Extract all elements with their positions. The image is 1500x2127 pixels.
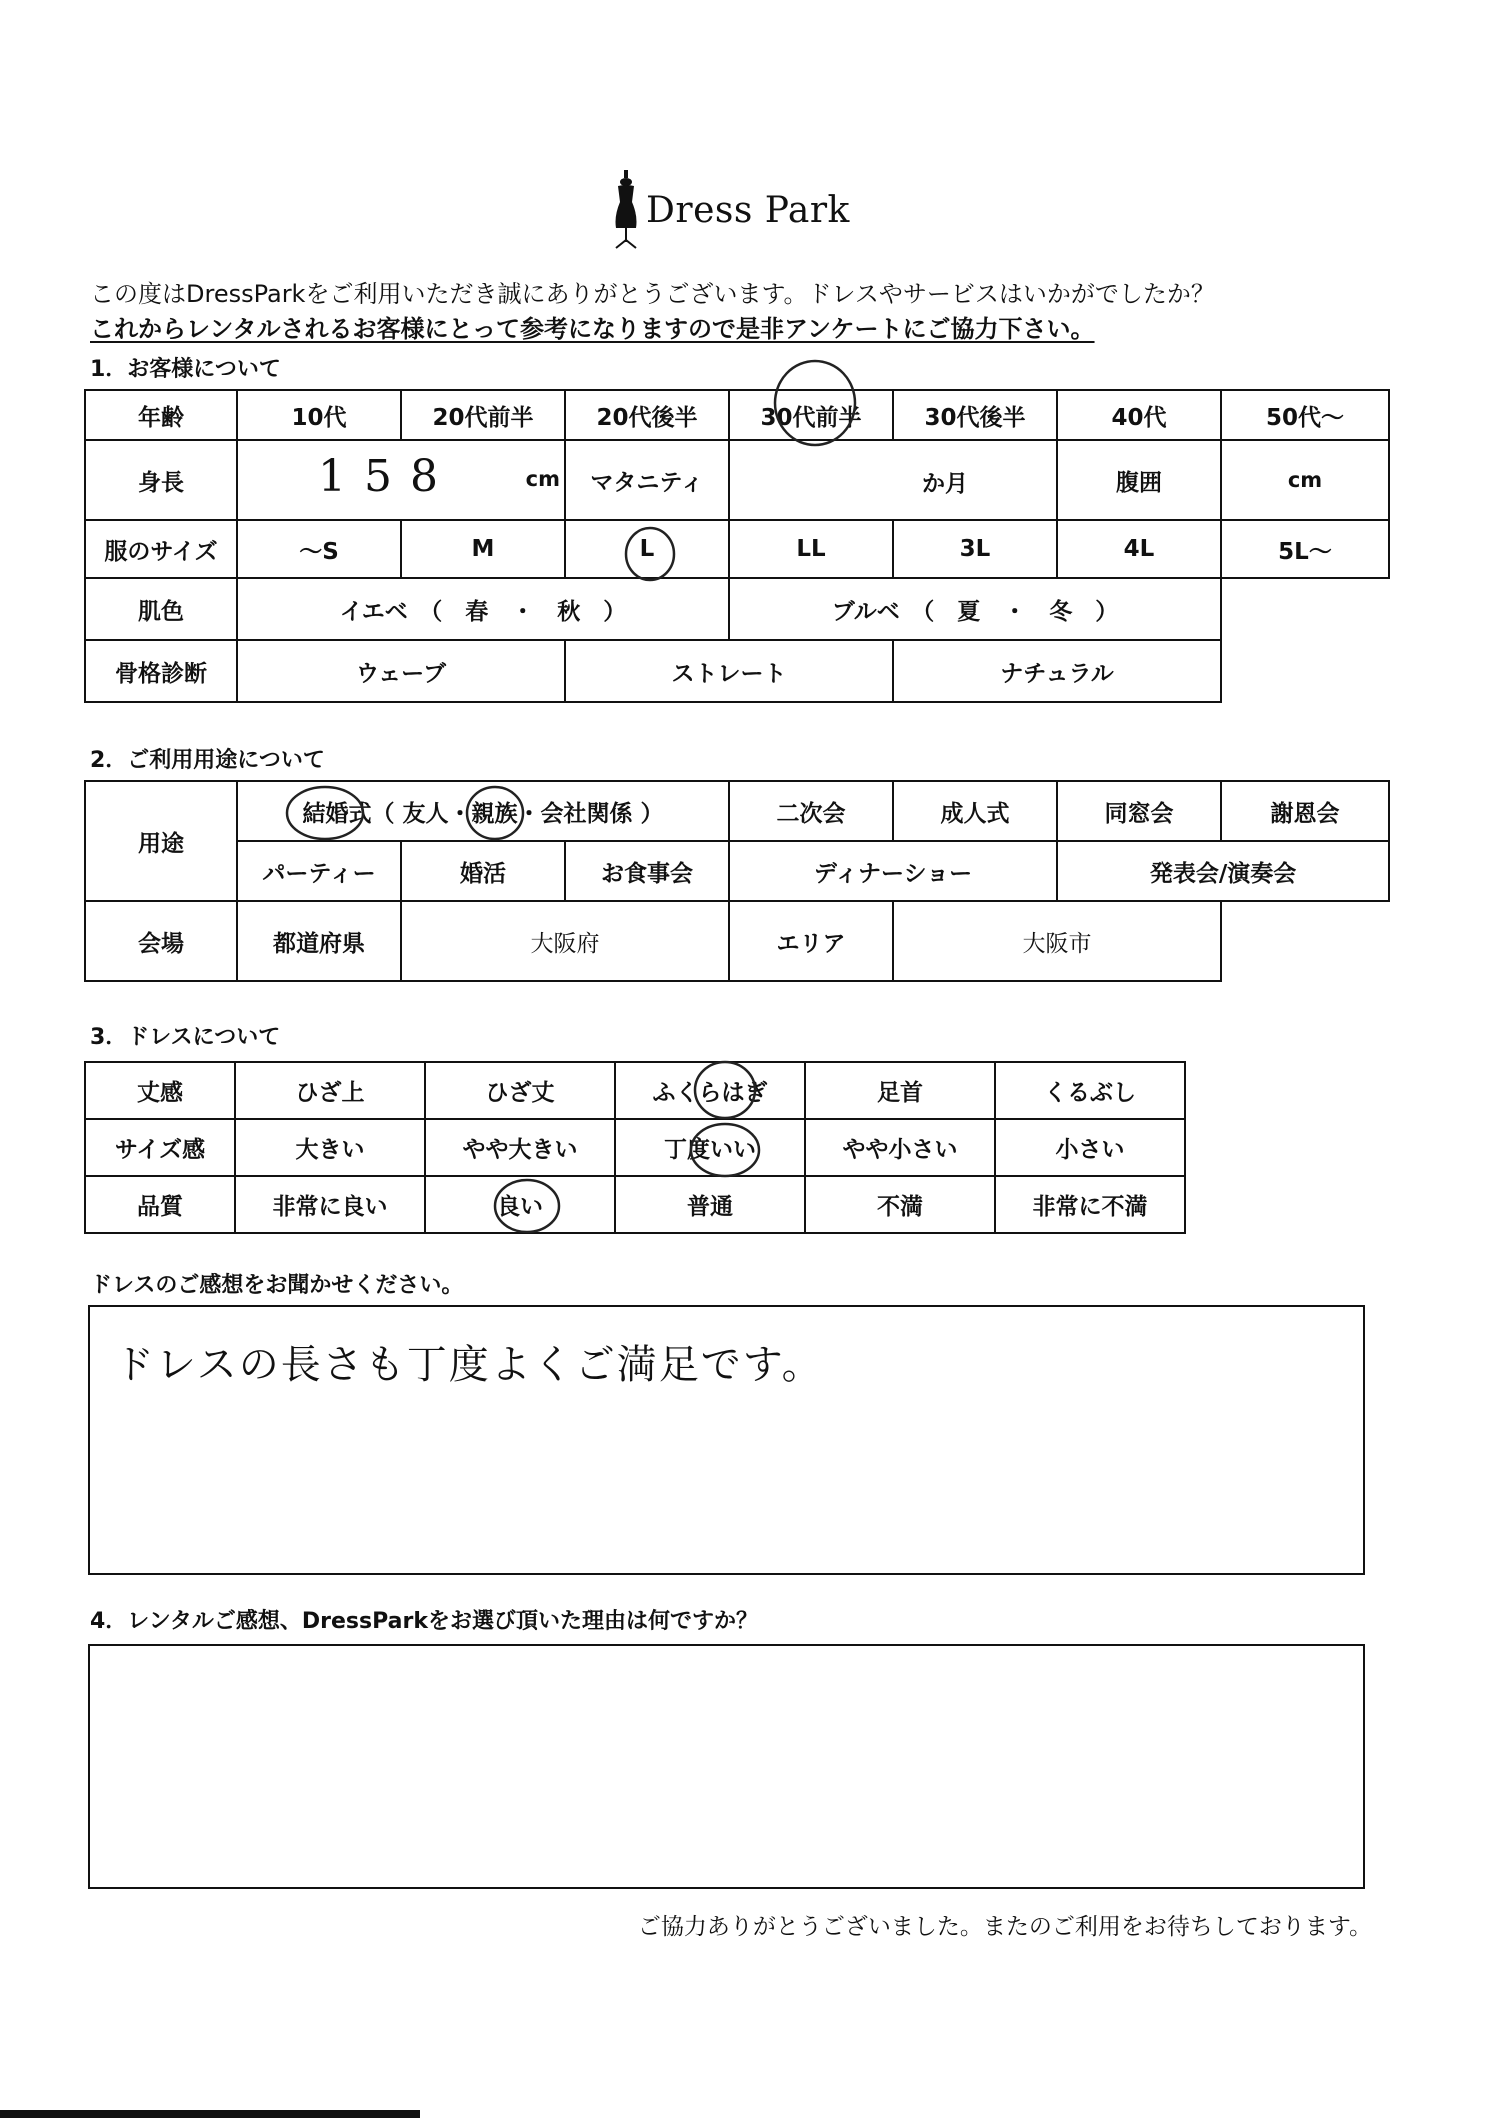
purpose-label: 用途 (85, 781, 237, 901)
length-selection-circle (695, 1062, 755, 1118)
skeleton-option[interactable]: ナチュラル (893, 640, 1221, 702)
fit-option[interactable]: やや大きい (425, 1119, 615, 1176)
fit-selection-circle (691, 1124, 759, 1176)
quality-selection-circle (495, 1180, 559, 1232)
size-option[interactable]: 4L (1057, 520, 1221, 578)
quality-option[interactable]: 非常に不満 (995, 1176, 1185, 1233)
age-option[interactable]: 40代 (1057, 390, 1221, 440)
skeleton-label: 骨格診断 (85, 640, 237, 702)
intro-request: これからレンタルされるお客様にとって参考になりますので是非アンケートにご協力下さい。 (90, 315, 1095, 343)
size-option[interactable]: 3L (893, 520, 1057, 578)
relatives-selection-circle (467, 787, 523, 839)
waist-label: 腹囲 (1057, 440, 1221, 520)
brand-name: Dress Park (646, 190, 850, 231)
size-selection-circle (626, 528, 674, 580)
footer-thanks: ご協力ありがとうございました。またのご利用をお待ちしております。 (637, 1914, 1372, 1940)
purpose-option[interactable]: パーティー (237, 841, 401, 901)
wedding-selection-circle (287, 787, 363, 839)
quality-option[interactable]: 普通 (615, 1176, 805, 1233)
size-option[interactable]: 5L～ (1221, 520, 1389, 578)
size-label: 服のサイズ (85, 520, 237, 578)
purpose-option[interactable]: 婚活 (401, 841, 565, 901)
age-option[interactable]: 20代前半 (401, 390, 565, 440)
quality-option[interactable]: 非常に良い (235, 1176, 425, 1233)
length-option[interactable]: 足首 (805, 1062, 995, 1119)
intro-text: この度はDressParkをご利用いただき誠にありがとうございます。ドレスやサービスはいかがでしたか？ (90, 280, 1215, 308)
length-label: 丈感 (85, 1062, 235, 1119)
size-option-selected[interactable]: L (565, 520, 729, 578)
area-label: エリア (729, 901, 893, 981)
prefecture-value[interactable]: 大阪府 (401, 901, 729, 981)
age-option[interactable]: 30代後半 (893, 390, 1057, 440)
fit-option[interactable]: やや小さい (805, 1119, 995, 1176)
maternity-label: マタニティ (565, 440, 729, 520)
size-option[interactable]: ～S (237, 520, 401, 578)
age-option[interactable]: 10代 (237, 390, 401, 440)
length-option-selected[interactable]: ふくらはぎ (615, 1062, 805, 1119)
purpose-option[interactable]: お食事会 (565, 841, 729, 901)
purpose-option[interactable]: 同窓会 (1057, 781, 1221, 841)
fit-option[interactable]: 大きい (235, 1119, 425, 1176)
height-value: 158 (318, 451, 456, 502)
age-option[interactable]: 50代～ (1221, 390, 1389, 440)
quality-label: 品質 (85, 1176, 235, 1233)
quality-option-selected[interactable]: 良い (425, 1176, 615, 1233)
maternity-unit: か月 (922, 471, 968, 497)
comment-label: ドレスのご感想をお聞かせください。 (90, 1273, 464, 1298)
purpose-option[interactable]: ディナーショー (729, 841, 1057, 901)
purpose-option[interactable]: 二次会 (729, 781, 893, 841)
purpose-wedding[interactable]: 結婚式（ 友人・親族・会社関係 ） (237, 781, 729, 841)
section2-title: 2．ご利用用途について (90, 748, 325, 773)
area-value[interactable]: 大阪市 (893, 901, 1221, 981)
fit-option[interactable]: 小さい (995, 1119, 1185, 1176)
venue-label: 会場 (85, 901, 237, 981)
quality-option[interactable]: 不満 (805, 1176, 995, 1233)
age-label: 年齢 (85, 390, 237, 440)
fit-label: サイズ感 (85, 1119, 235, 1176)
height-label: 身長 (85, 440, 237, 520)
section4-title: 4．レンタルご感想、DressParkをお選び頂いた理由は何ですか？ (90, 1609, 758, 1634)
length-option[interactable]: ひざ丈 (425, 1062, 615, 1119)
comment-value: ドレスの長さも丁度よくご満足です。 (114, 1342, 824, 1388)
purpose-option[interactable]: 発表会/演奏会 (1057, 841, 1389, 901)
skin-label: 肌色 (85, 578, 237, 640)
length-option[interactable]: ひざ上 (235, 1062, 425, 1119)
skin-option-yellow[interactable]: イエベ （ 春 ・ 秋 ） (237, 578, 729, 640)
fit-option-selected[interactable]: 丁度いい (615, 1119, 805, 1176)
age-selection-circle (775, 361, 855, 445)
size-option[interactable]: M (401, 520, 565, 578)
height-unit: cm (525, 467, 560, 491)
age-option-selected[interactable]: 30代前半 (729, 390, 893, 440)
scan-edge (0, 2110, 420, 2118)
length-option[interactable]: くるぶし (995, 1062, 1185, 1119)
age-option[interactable]: 20代後半 (565, 390, 729, 440)
size-option[interactable]: LL (729, 520, 893, 578)
waist-unit: cm (1287, 468, 1323, 492)
skeleton-option[interactable]: ストレート (565, 640, 893, 702)
section3-title: 3．ドレスについて (90, 1025, 281, 1050)
skeleton-option[interactable]: ウェーブ (237, 640, 565, 702)
purpose-option[interactable]: 謝恩会 (1221, 781, 1389, 841)
section1-title: 1．お客様について (90, 357, 281, 382)
purpose-option[interactable]: 成人式 (893, 781, 1057, 841)
skin-option-blue[interactable]: ブルベ （ 夏 ・ 冬 ） (729, 578, 1221, 640)
prefecture-label: 都道府県 (237, 901, 401, 981)
